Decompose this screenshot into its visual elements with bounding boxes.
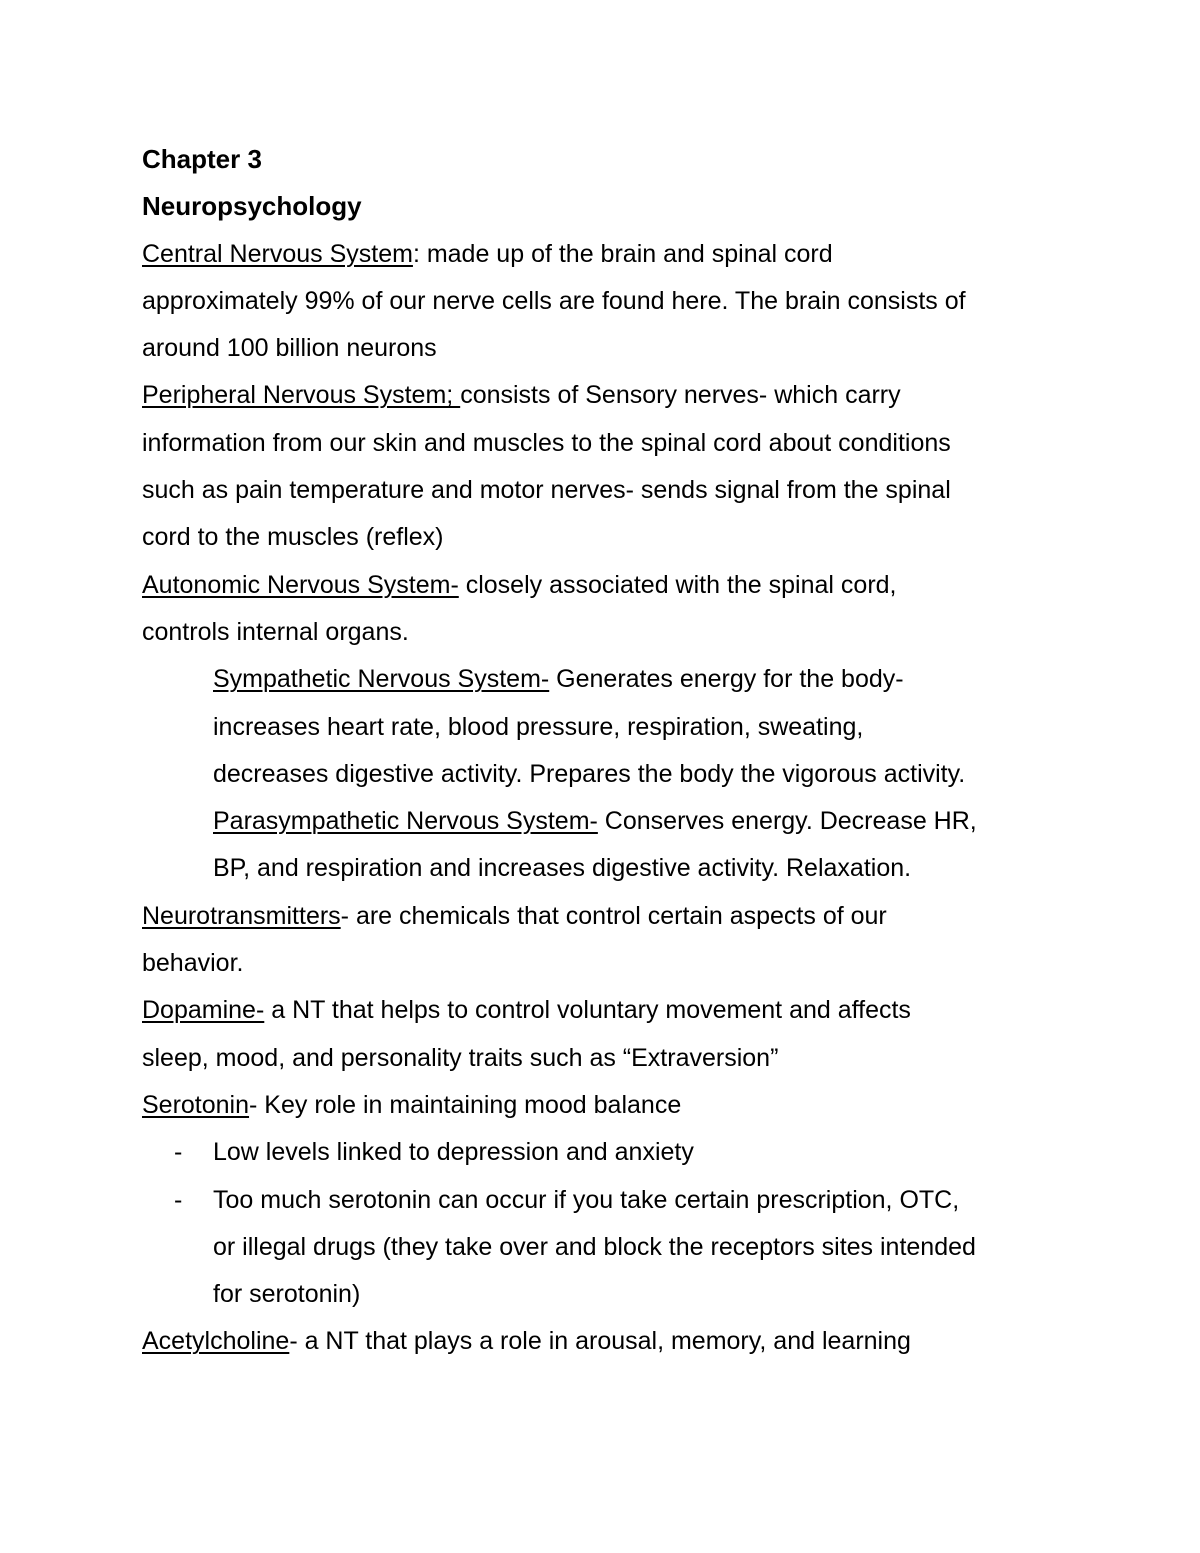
acetylcholine-paragraph-line-1: [142, 1318, 1072, 1365]
serotonin-definition-text: - Key role in maintaining mood balance: [249, 1090, 682, 1119]
pns-paragraph-line-4: cord to the muscles (reflex): [142, 523, 444, 552]
sympathetic-paragraph-line-1: [142, 656, 1072, 703]
dopamine-paragraph-line-2: sleep, mood, and personality traits such as “Extraversion”: [142, 1043, 779, 1072]
sympathetic-term: Sympathetic Nervous System-: [213, 665, 550, 694]
serotonin-paragraph-line-1: [142, 1082, 1072, 1129]
parasympathetic-definition-text: Conserves energy. Decrease HR,: [597, 807, 977, 836]
cns-paragraph-line-2: approximately 99% of our nerve cells are found here. The brain consists of: [142, 286, 966, 315]
ans-paragraph-line-1: [142, 562, 1072, 609]
neurotransmitters-paragraph-line-1: [142, 893, 1072, 940]
parasympathetic-term: Parasympathetic Nervous System-: [213, 807, 598, 836]
serotonin-term: Serotonin: [142, 1090, 250, 1119]
pns-paragraph-line-2: information from our skin and muscles to the spinal cord about conditions: [142, 428, 951, 457]
dash-bullet-icon: -: [174, 1138, 183, 1167]
pns-definition-text: consists of Sensory nerves- which carry: [460, 381, 901, 410]
sympathetic-paragraph-line-2: increases heart rate, blood pressure, respiration, sweating,: [213, 712, 864, 741]
cns-term: Central Nervous System: [142, 239, 413, 268]
neurotransmitters-term: Neurotransmitters: [142, 901, 341, 930]
dopamine-definition-text: a NT that helps to control voluntary movement and affects: [264, 996, 911, 1025]
serotonin-bullet-2-line-3: for serotonin): [213, 1280, 361, 1309]
neurotransmitters-paragraph-line-2: behavior.: [142, 949, 244, 978]
pns-term: Peripheral Nervous System;: [142, 381, 461, 410]
document-title: Neuropsychology: [142, 191, 362, 222]
chapter-heading: Chapter 3: [142, 144, 262, 174]
bullet-text: Too much serotonin can occur if you take certain prescription, OTC,: [213, 1185, 960, 1214]
serotonin-bullet-2-line-2: or illegal drugs (they take over and block the receptors sites intended: [213, 1232, 976, 1261]
dopamine-term: Dopamine-: [142, 996, 265, 1025]
cns-paragraph-line-1: [142, 231, 1072, 278]
pns-paragraph-line-1: [142, 372, 1072, 419]
ans-paragraph-line-2: controls internal organs.: [142, 617, 409, 646]
acetylcholine-definition-text: - a NT that plays a role in arousal, memory, and learning: [289, 1327, 911, 1356]
parasympathetic-paragraph-line-1: [142, 798, 1072, 845]
document-body: [142, 136, 1072, 1366]
ans-term: Autonomic Nervous System-: [142, 570, 459, 599]
dash-bullet-icon: -: [174, 1185, 183, 1214]
sympathetic-paragraph-line-3: decreases digestive activity. Prepares the body the vigorous activity.: [213, 759, 966, 788]
bullet-text: Low levels linked to depression and anxiety: [213, 1138, 694, 1167]
pns-paragraph-line-3: such as pain temperature and motor nerves- sends signal from the spinal: [142, 476, 951, 505]
neurotransmitters-definition-text: - are chemicals that control certain aspects of our: [340, 901, 887, 930]
serotonin-bullet-1: [142, 1129, 1072, 1176]
acetylcholine-term: Acetylcholine: [142, 1327, 290, 1356]
ans-definition-text: closely associated with the spinal cord,: [458, 570, 897, 599]
cns-definition-text: : made up of the brain and spinal cord: [412, 239, 833, 268]
cns-paragraph-line-3: around 100 billion neurons: [142, 334, 437, 363]
dopamine-paragraph-line-1: [142, 987, 1072, 1034]
serotonin-bullet-2: [142, 1177, 1072, 1224]
sympathetic-definition-text: Generates energy for the body-: [549, 665, 904, 694]
parasympathetic-paragraph-line-2: BP, and respiration and increases digestive activity. Relaxation.: [213, 854, 912, 883]
